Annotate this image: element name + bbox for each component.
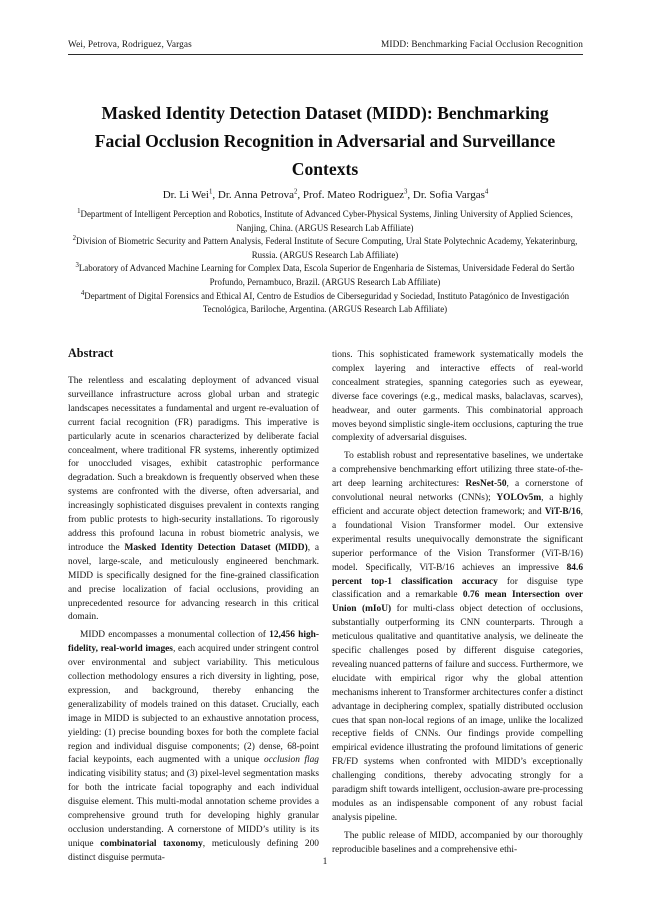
author-line: Dr. Li Wei$^1$, Dr. Anna Petrova$^2$, Prof. Mateo Rodriguez$^3$, Dr. Sofia Vargas$^4$ [162,188,489,201]
abstract-paragraph: The public release of MIDD, accompanied by our thoroughly reproducible baselines and a comprehensive ethi- [332,830,583,855]
paper-title: Masked Identity Detection Dataset (MIDD): Benchmarking Facial Occlusion Recognition in Adversarial and Surveillance Contexts [94,103,556,179]
running-header-title: MIDD: Benchmarking Facial Occlusion Recognition [381,40,583,50]
affiliation: $^4$Department of Digital Forensics and Ethical AI, Centro de Estudios de Ciberseguridad y Sociedad, Instituto Patagónico de Investigación Tecnológica, Bariloche, Argentina. (ARGUS Research Lab Affiliate) [80,289,570,315]
abstract-paragraph: MIDD encompasses a monumental collection of 12,456 high-fidelity, real-world images, each acquired under stringent control over environmental and subject variability. This meticulous collection methodology ensures a rich diversity in lighting, pose, expression, and background, thereby enhancing the generalizability of models trained on this dataset. Crucially, each image in MIDD is subjected to an exhaustive annotation process, yielding: (1) precise bounding boxes for both the complete facial region and individual disguise components; (2) dense, 68-point facial keypoints, each augmented with a unique occlusion flag indicating visibility status; and (3) pixel-level segmentation masks for both the intricate facial topography and each individual disguise element. This multi-modal annotation scheme provides a comprehensive ground truth for developing highly granular occlusion understanding. A cornerstone of MIDD’s utility is its unique combinatorial taxonomy, meticulously defining 200 distinct disguise permuta- [68,630,319,862]
abstract-right-text [332,349,583,858]
page-number: 1 [322,857,328,867]
left-column [68,346,319,862]
abstract-columns [68,346,583,862]
affiliation: $^1$Department of Intelligent Perception and Robotics, Institute of Advanced Cyber-Physical Systems, Jinling University of Applied Sciences, Nanjing, China. (ARGUS Research Lab Affiliate) [77,208,573,233]
abstract-paragraph: tions. This sophisticated framework systematically models the complex layering and interactive effects of real-world concealment strategies, spanning categories such as eyewear, diverse face coverings (e.g., medical masks, balaclavas, scarves), headwear, and outer garments. This combinatorial approach moves beyond simplistic single-item occlusions, capturing the true complexity of adversarial disguises. [332,350,583,444]
running-header [68,40,583,55]
abstract-left-text [68,375,319,862]
affiliation-list [72,208,578,317]
abstract-paragraph: The relentless and escalating deployment of advanced visual surveillance infrastructure across global urban and strategic landscapes necessitates a fundamental and urgent re-evaluation of current facial recognition (FR) paradigms. This imperative is particularly acute in scenarios characterized by deliberate facial concealment, where traditional FR systems, inherently optimized for unoccluded visages, exhibit catastrophic performance degradation. Such a breakdown is frequently observed when these systems are confronted with the diverse, often adversarial, and increasingly sophisticated disguises prevalent in contexts ranging from public protests to high-security installations. To rigorously address this profound lacuna in robust biometric analysis, we introduce the Masked Identity Detection Dataset (MIDD), a novel, large-scale, and meticulously engineered benchmark. MIDD is specifically designed for the fine-grained classification and precise localization of facial occlusions, providing an unprecedented resource for advancing research in this critical domain. [68,376,320,623]
abstract-paragraph: To establish robust and representative baselines, we undertake a comprehensive benchmarking effort utilizing three state-of-the-art deep learning architectures: ResNet-50, a cornerstone of convolutional neural networks (CNNs); YOLOv5m, a highly efficient and accurate object detection framework; and ViT-B/16, a foundational Vision Transformer model. Our extensive experimental results unequivocally demonstrate the significant superior performance of the Vision Transformer (ViT-B/16) model. Specifically, ViT-B/16 achieves an impressive 84.6 percent top-1 classification accuracy for disguise type classification and a remarkable 0.76 mean Intersection over Union (mIoU) for multi-class object detection of occlusions, substantially outperforming its CNN counterparts. Through a meticulous qualitative and quantitative analysis, we delineate the specific challenges posed by different disguise categories, revealing nuanced patterns of failure and success. Furthermore, we elucidate with empirical rigor why the global attention mechanisms inherent to Transformer architectures confer a distinct advantage in deciphering complex, spatially distributed occlusion cues that span non-local regions of an image, unlike the localized receptive fields of CNNs. Our findings provide compelling empirical evidence illustrating the profound limitations of generic FR/FD systems when confronted with MIDD’s exceptionally challenging conditions, thereby advocating strongly for a paradigm shift towards intelligent, occlusion-aware pre-processing modules as an indispensable component of any robust facial analysis pipeline. [332,451,583,823]
right-column [332,346,583,862]
abstract-heading: Abstract [68,346,114,360]
affiliation: $^3$Laboratory of Advanced Machine Learning for Complex Data, Escola Superior de Engenharia de Sistemas, Universidade Federal do Sertão Profundo, Pernambuco, Brazil. (ARGUS Research Lab Affiliate) [75,262,575,287]
affiliation: $^2$Division of Biometric Security and Pattern Analysis, Federal Institute of Secure Computing, Ural State Polytechnic Academy, Yekaterinburg, Russia. (ARGUS Research Lab Affiliate) [72,235,578,260]
running-header-authors: Wei, Petrova, Rodriguez, Vargas [68,40,192,50]
